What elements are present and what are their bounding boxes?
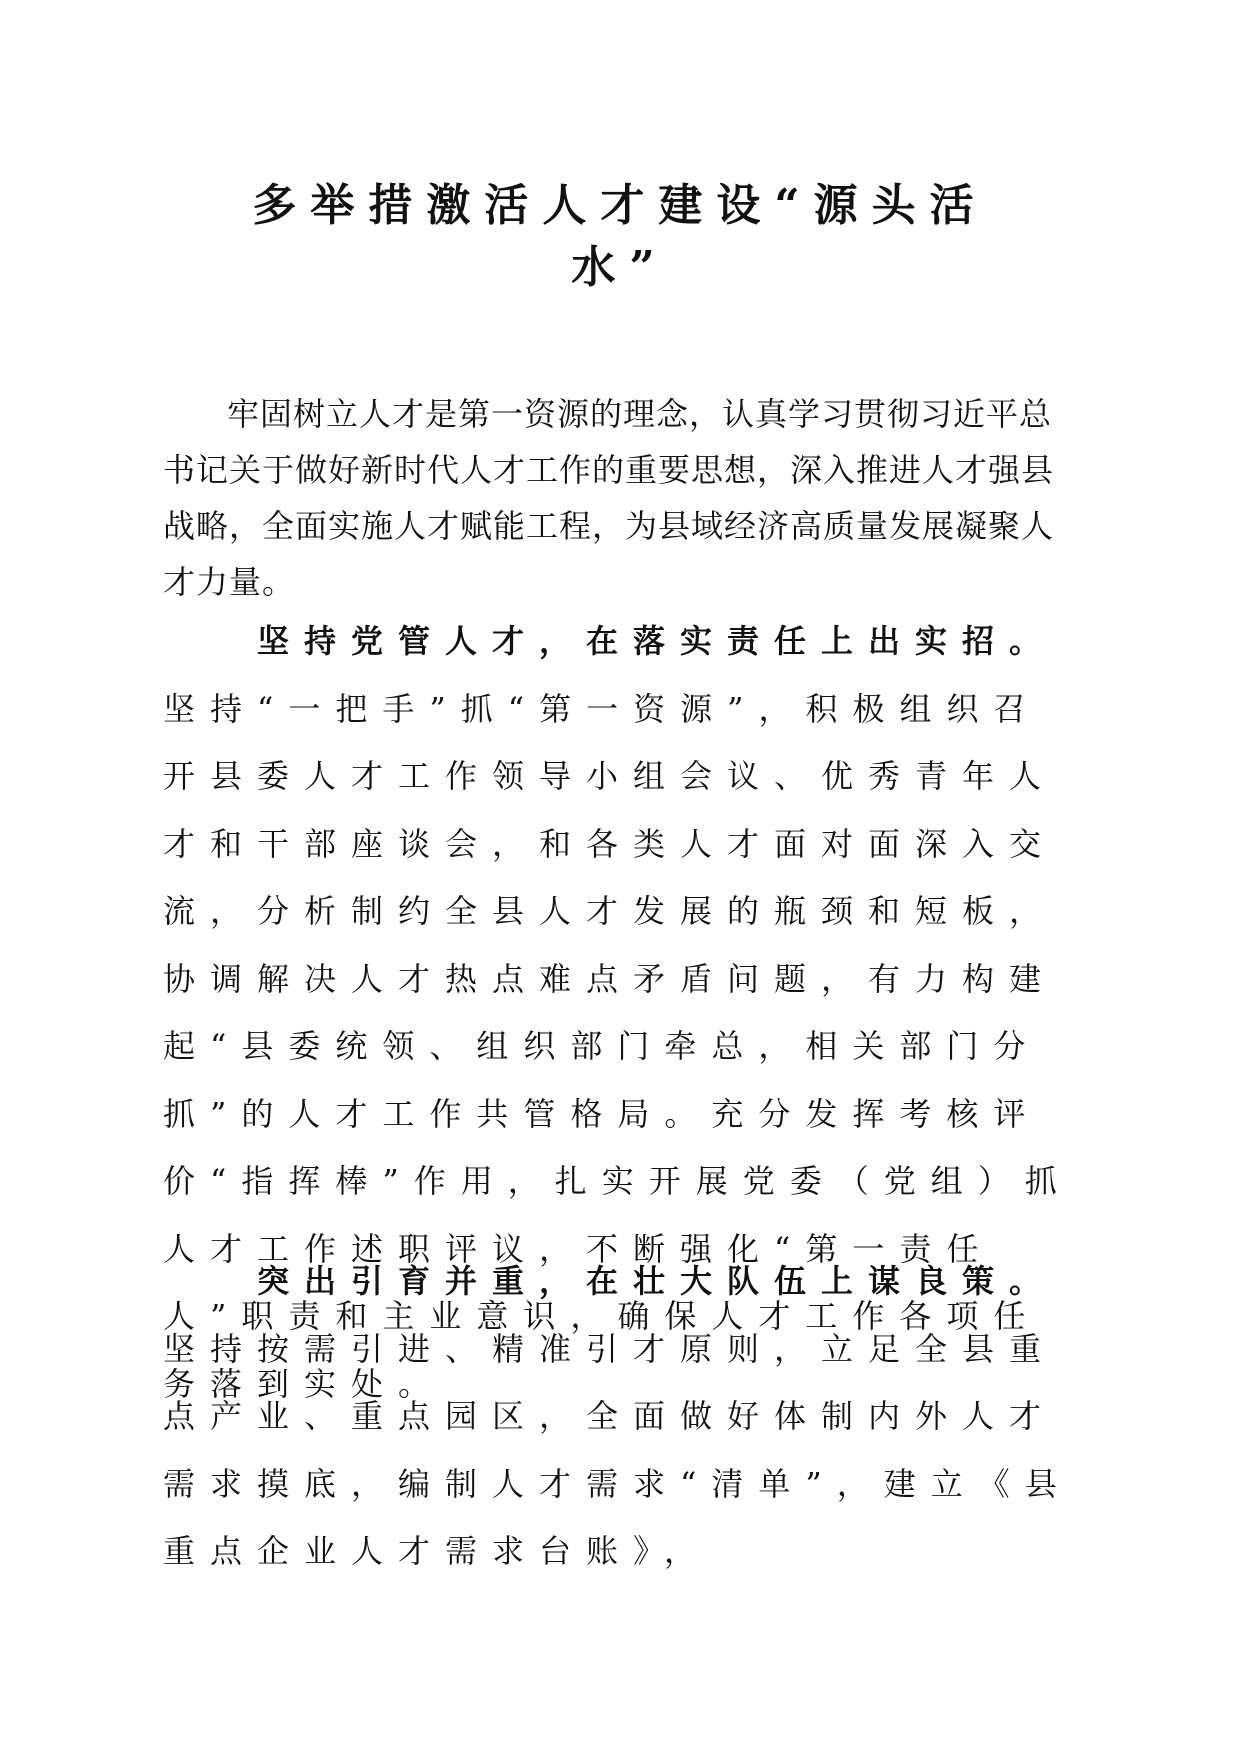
intro-paragraph: 牢固树立人才是第一资源的理念，认真学习贯彻习近平总书记关于做好新时代人才工作的重要思想，深入推进人才强县战略，全面实施人才赋能工程，为县域经济高质量发展凝聚人才力量。 [163,395,1055,601]
section-heading: 突出引育并重，在壮大队伍上谋良策。 [257,1262,1057,1300]
section-body-text: 坚持“一把手”抓“第一资源”，积极组织召开县委人才工作领导小组会议、优秀青年人才和干部座谈会，和各类人才面对面深入交流，分析制约全县人才发展的瓶颈和短板，协调解决人才热点难点矛盾问题，有力构建起“县委统领、组织部门牵总，相关部门分抓”的人才工作共管格局。充分发挥考核评价“指挥棒”作用，扎实开展党委（党组）抓人才工作述职评议，不断强化“第一责任人”职责和主业意识，确保人才工作各项任务落到实处。 [163,689,1072,1403]
document-title-line-1: 多举措激活人才建设“源头活 [252,180,988,231]
section-paragraph-talent-introduction [163,1248,1078,1586]
section-heading: 坚持党管人才，在落实责任上出实招。 [257,622,1057,660]
section-body-text: 坚持按需引进、精准引才原则，立足全县重点产业、重点园区，全面做好体制内外人才需求摸底，编制人才需求“清单”，建立《县重点企业人才需求台账》， [163,1329,1072,1570]
document-title-line-2: 水” [571,242,669,293]
